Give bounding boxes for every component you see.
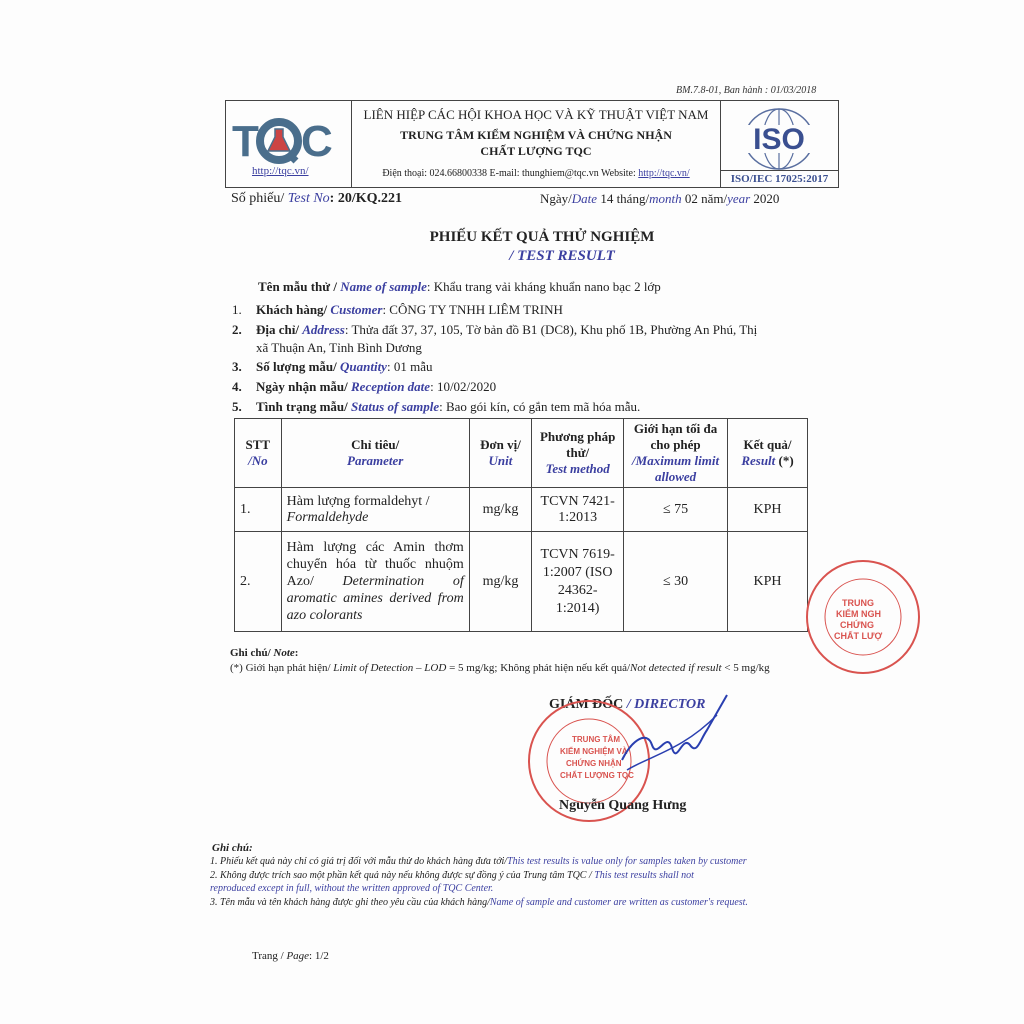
item-value: : CÔNG TY TNHH LIÊM TRINH bbox=[382, 302, 563, 317]
param-en: Determination of aromatic amines derived from azo colorants bbox=[286, 574, 464, 623]
header-en: Unit bbox=[488, 453, 513, 468]
header-org-info bbox=[352, 101, 720, 187]
iso-globe-graphic bbox=[721, 101, 838, 171]
param-vi: Hàm lượng formaldehyt / bbox=[286, 493, 430, 509]
table-row bbox=[235, 532, 808, 632]
footer-note-vi: 3. Tên mẫu và tên khách hàng được ghi theo yêu cầu của khách hàng/ bbox=[210, 897, 490, 908]
item-label: Địa chỉ/ bbox=[256, 322, 303, 337]
footer-note-3 bbox=[210, 897, 748, 908]
cell-unit: mg/kg bbox=[469, 488, 532, 532]
date-year: 2020 bbox=[750, 191, 780, 206]
footer-note-en: This test results is value only for samples taken by customer bbox=[507, 856, 747, 867]
svg-text:CHỨNG NHẬN: CHỨNG NHẬN bbox=[566, 759, 622, 768]
logo-url[interactable]: http://tqc.vn/ bbox=[252, 165, 309, 177]
svg-text:KIỂM NGHIỆM VÀ: KIỂM NGHIỆM VÀ bbox=[560, 747, 628, 756]
date-month-en: month bbox=[649, 191, 682, 206]
item-quantity bbox=[232, 359, 432, 375]
footer-note-vi: 2. Không được trích sao một phần kết quả này nếu không được sự đồng ý của Trung tâm TQC / bbox=[210, 870, 595, 881]
cell-no: 2. bbox=[235, 532, 282, 632]
item-num: 3. bbox=[232, 359, 242, 374]
cell-unit: mg/kg bbox=[469, 532, 532, 632]
footer-note-vi: 1. Phiếu kết quả này chỉ có giá trị đối với mẫu thử do khách hàng đưa tới/ bbox=[210, 856, 508, 867]
item-address-cont: xã Thuận An, Tỉnh Bình Dương bbox=[256, 340, 422, 355]
date-day: 14 tháng/ bbox=[597, 191, 650, 206]
sample-name-label-en: Name of sample bbox=[340, 279, 427, 294]
note-part: = 5 mg/kg; Không phát hiện nếu kết quả/ bbox=[446, 662, 631, 674]
header-vi: Phương pháp thử/ bbox=[539, 429, 616, 460]
header-limit bbox=[624, 419, 728, 488]
item-value: : Bao gói kín, có gắn tem mã hóa mẫu. bbox=[439, 399, 641, 414]
svg-text:CHẤT LƯỢNG TQC: CHẤT LƯỢNG TQC bbox=[560, 771, 634, 780]
item-num: 4. bbox=[232, 379, 242, 394]
item-label: Khách hàng/ bbox=[256, 302, 331, 317]
title-vi: PHIẾU KẾT QUẢ THỬ NGHIỆM bbox=[429, 229, 655, 245]
param-vi: Hàm lượng các Amin thơm chuyển hóa từ thuốc nhuộm Azo/ bbox=[286, 540, 464, 589]
header-en: /Maximum limit allowed bbox=[632, 453, 720, 484]
iso-logo bbox=[720, 101, 838, 187]
item-value: : 01 mẫu bbox=[386, 359, 433, 374]
header-en: Test method bbox=[545, 461, 610, 476]
contact-text: Điện thoại: 024.66800338 E-mail: thunghiem@tqc.vn Website: bbox=[382, 168, 639, 179]
date-month: 02 năm/ bbox=[681, 191, 728, 206]
item-label-en: Reception date bbox=[351, 379, 431, 394]
header-unit bbox=[469, 419, 532, 488]
item-value: : Thửa đất 37, 37, 105, Tờ bản đồ B1 (DC8), Khu phố 1B, Phường An Phú, Thị bbox=[344, 322, 758, 337]
note-label: Ghi chú/ bbox=[230, 647, 274, 659]
item-reception-date bbox=[232, 379, 496, 395]
side-stamp bbox=[806, 560, 920, 674]
cell-parameter bbox=[281, 532, 469, 632]
note-part: < 5 mg/kg bbox=[721, 662, 770, 674]
cell-limit: ≤ 30 bbox=[624, 532, 728, 632]
org-line1: LIÊN HIỆP CÁC HỘI KHOA HỌC VÀ KỸ THUẬT VIỆT NAM bbox=[363, 107, 709, 122]
title-en: / TEST RESULT bbox=[509, 248, 615, 264]
footer-note-en: This test results shall not bbox=[594, 870, 694, 881]
sample-name-label: Tên mẫu thử / bbox=[258, 279, 341, 294]
cell-result: KPH bbox=[728, 532, 808, 632]
date-label: Ngày/ bbox=[540, 191, 572, 206]
header-en: Result bbox=[741, 453, 776, 468]
item-label: Ngày nhận mẫu/ bbox=[256, 379, 351, 394]
director-title-en: / DIRECTOR bbox=[623, 697, 706, 712]
svg-text:CHỨNG: CHỨNG bbox=[840, 620, 874, 630]
svg-text:C: C bbox=[301, 117, 333, 166]
svg-text:KIỂM NGH: KIỂM NGH bbox=[836, 609, 881, 619]
header-vi: Chỉ tiêu/ bbox=[351, 437, 400, 452]
note-text bbox=[230, 662, 770, 674]
svg-text:TRUNG: TRUNG bbox=[842, 598, 874, 608]
item-label-en: Address bbox=[302, 322, 345, 337]
org-line3: CHẤT LƯỢNG TQC bbox=[480, 144, 592, 158]
header-vi: STT bbox=[245, 437, 271, 452]
date-label-en: Date bbox=[571, 191, 598, 206]
item-address bbox=[232, 322, 757, 338]
page-number bbox=[252, 950, 329, 962]
test-number bbox=[231, 191, 402, 207]
header-suffix: (*) bbox=[775, 453, 794, 468]
footer-heading: Ghi chú: bbox=[212, 842, 253, 854]
director-title-vi: GIÁM ĐỐC bbox=[549, 697, 624, 712]
header-en: /No bbox=[248, 453, 268, 468]
test-no-label: Số phiếu/ bbox=[231, 191, 288, 206]
note-label-en: Note bbox=[273, 647, 295, 659]
contact-line bbox=[352, 168, 720, 179]
item-label: Tình trạng mẫu/ bbox=[256, 399, 351, 414]
sample-name-value: : Khẩu trang vải kháng khuẩn nano bạc 2 lớp bbox=[426, 279, 661, 294]
item-value: : 10/02/2020 bbox=[430, 379, 497, 394]
svg-text:CHẤT LƯỢ: CHẤT LƯỢ bbox=[834, 631, 883, 641]
svg-text:T: T bbox=[232, 117, 259, 166]
note-heading bbox=[230, 647, 298, 659]
item-label: Số lượng mẫu/ bbox=[256, 359, 340, 374]
note-part: Not detected if result bbox=[630, 662, 722, 674]
note-part: (*) Giới hạn phát hiện/ bbox=[230, 662, 334, 674]
table-row bbox=[235, 488, 808, 532]
item-customer bbox=[232, 302, 563, 318]
header-vi: Giới hạn tối đa cho phép bbox=[633, 421, 718, 452]
director-name: Nguyễn Quang Hưng bbox=[559, 798, 687, 813]
table-header-row bbox=[235, 419, 808, 488]
item-num: 5. bbox=[232, 399, 242, 414]
date-year-en: year bbox=[727, 191, 751, 206]
cell-limit: ≤ 75 bbox=[624, 488, 728, 532]
svg-text:TRUNG TÂM: TRUNG TÂM bbox=[572, 735, 620, 744]
cell-method: TCVN 7619-1:2007 (ISO 24362-1:2014) bbox=[532, 532, 624, 632]
iso-standard: ISO/IEC 17025:2017 bbox=[721, 170, 838, 187]
test-no-value: : 20/KQ.221 bbox=[329, 191, 403, 206]
footer-note-2-cont: reproduced except in full, without the written approved of TQC Center. bbox=[210, 883, 494, 894]
header-no bbox=[235, 419, 282, 488]
header-en: Parameter bbox=[347, 453, 404, 468]
header-parameter bbox=[281, 419, 469, 488]
header-method bbox=[532, 419, 624, 488]
iso-text: ISO bbox=[753, 123, 805, 156]
footer-note-2 bbox=[210, 870, 694, 881]
cell-parameter bbox=[281, 488, 469, 532]
page-value: : 1/2 bbox=[309, 950, 329, 962]
footer-note-en: Name of sample and customer are written as customer's request. bbox=[489, 897, 748, 908]
side-stamp-graphic bbox=[808, 562, 918, 672]
param-en: Formaldehyde bbox=[286, 509, 369, 525]
page-label: Trang / bbox=[252, 950, 287, 962]
org-line2: TRUNG TÂM KIỂM NGHIỆM VÀ CHỨNG NHẬN bbox=[400, 128, 672, 142]
form-code: BM.7.8-01, Ban hành : 01/03/2018 bbox=[676, 85, 817, 96]
item-label-en: Status of sample bbox=[351, 399, 440, 414]
item-num: 1. bbox=[232, 302, 242, 317]
document-header bbox=[225, 100, 839, 188]
tqc-logo bbox=[226, 101, 352, 187]
footer-note-1 bbox=[210, 856, 747, 867]
website-link[interactable]: http://tqc.vn/ bbox=[638, 168, 690, 179]
cell-no: 1. bbox=[235, 488, 282, 532]
test-date bbox=[540, 191, 779, 207]
note-colon: : bbox=[294, 647, 299, 659]
sample-name bbox=[258, 279, 661, 295]
results-table bbox=[234, 418, 808, 632]
page-label-en: Page bbox=[286, 950, 310, 962]
cell-result: KPH bbox=[728, 488, 808, 532]
test-no-label-en: Test No bbox=[287, 191, 330, 206]
header-vi: Kết quả/ bbox=[743, 437, 792, 452]
signature-scribble bbox=[612, 690, 732, 800]
item-status bbox=[232, 399, 640, 415]
cell-method: TCVN 7421-1:2013 bbox=[532, 488, 624, 532]
header-result bbox=[728, 419, 808, 488]
note-part: Limit of Detection – LOD bbox=[333, 662, 447, 674]
item-label-en: Quantity bbox=[340, 359, 387, 374]
item-label-en: Customer bbox=[330, 302, 383, 317]
item-num: 2. bbox=[232, 322, 242, 337]
header-vi: Đơn vị/ bbox=[480, 437, 521, 452]
